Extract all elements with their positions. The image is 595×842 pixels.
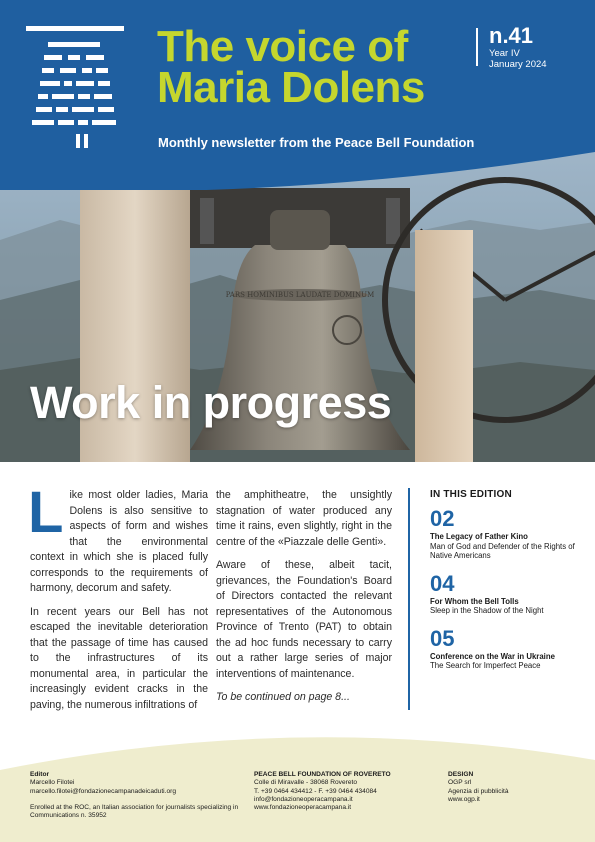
newsletter-title xyxy=(157,22,425,112)
hero-title: Work in progress xyxy=(30,377,392,428)
toc-page-number: 02 xyxy=(430,506,455,531)
toc-item[interactable] xyxy=(430,625,580,671)
newsletter-subtitle: Monthly newsletter from the Peace Bell Foundation xyxy=(158,135,475,150)
article-paragraph: Aware of these, albeit tacit, grievances, the Foundation's Board of Directors contacted the relevant representatives of the Autonomous Province of Trento (PAT) to obtain the ad hoc funds necessary to carry out a rather large series of major interventions of maintenance. xyxy=(216,559,392,680)
toc-heading: IN THIS EDITION xyxy=(430,489,512,500)
footer-editor xyxy=(30,771,240,820)
footer-foundation xyxy=(254,771,414,812)
toc-item-description: The Search for Imperfect Peace xyxy=(430,661,541,670)
design-label: DESIGN xyxy=(448,771,474,778)
toc-item-title: Conference on the War in Ukraine xyxy=(430,651,555,661)
title-line-2: Maria Dolens xyxy=(157,63,425,112)
toc-divider xyxy=(408,488,410,710)
title-line-1: The voice of xyxy=(157,22,408,71)
foundation-address: Colle di Miravalle - 38068 Rovereto xyxy=(254,779,357,787)
editor-name: Marcello Filotei xyxy=(30,779,75,787)
issue-date: January 2024 xyxy=(489,59,547,70)
bell-inscription: PARS HOMINIBUS LAUDATE DOMINUM xyxy=(225,291,375,299)
issue-info xyxy=(489,24,547,70)
design-agency: Agenzia di pubblicità xyxy=(448,787,509,795)
design-website[interactable]: www.ogp.it xyxy=(448,795,480,803)
editor-email[interactable]: marcello.filotei@fondazionecampanadeicaduti.org xyxy=(30,787,176,795)
roc-note: Enrolled at the ROC, an Italian association for journalists specializing in Communications n. 35952 xyxy=(30,803,239,820)
toc-page-number: 05 xyxy=(430,625,455,651)
article-column-2 xyxy=(216,488,392,714)
footer-design xyxy=(448,771,568,804)
issue-number: n.41 xyxy=(489,23,534,48)
article-paragraph: the amphitheatre, the unsightly stagnation of water produced any time it rains, even slightly, right in the centre of the «Piazzale delle Genti». xyxy=(216,489,392,548)
foundation-website[interactable]: www.fondazioneoperacampana.it xyxy=(254,804,352,812)
table-of-contents xyxy=(430,489,580,683)
foundation-name: PEACE BELL FOUNDATION OF ROVERETO xyxy=(254,771,391,778)
toc-item[interactable] xyxy=(430,570,580,616)
continued-link[interactable]: To be continued on page 8... xyxy=(216,691,350,703)
foundation-email[interactable]: info@fondazioneoperacampana.it xyxy=(254,795,353,803)
toc-item-title: For Whom the Bell Tolls xyxy=(430,596,519,606)
article-paragraph: Like most older ladies, Maria Dolens is also sensitive to aspects of form and wishes that the environmental context in which she is placed fully corresponds to the requirements of harmony, decorum and safety. xyxy=(28,480,208,594)
bell-logo-icon xyxy=(24,22,134,152)
toc-page-number: 04 xyxy=(430,570,455,596)
design-company: OGP srl xyxy=(448,779,472,787)
article-column-1 xyxy=(28,480,208,721)
issue-separator xyxy=(476,28,478,66)
toc-item[interactable] xyxy=(430,508,580,561)
editor-label: Editor xyxy=(30,771,50,778)
foundation-phone: T. +39 0464 434412 - F. +39 0464 434084 xyxy=(254,787,377,795)
issue-year: Year IV xyxy=(489,48,520,59)
drop-cap: L xyxy=(28,480,64,545)
toc-item-description: Sleep in the Shadow of the Night xyxy=(430,606,544,615)
toc-item-description: Man of God and Defender of the Rights of Native Americans xyxy=(430,541,575,560)
article-paragraph: In recent years our Bell has not escaped the inevitable deterioration that the passage of time has caused to the infrastructures of its monumental area, in particular the increasingly evident cracks in the paving, the numerous infiltrations of xyxy=(30,605,208,711)
toc-item-title: The Legacy of Father Kino xyxy=(430,532,528,541)
